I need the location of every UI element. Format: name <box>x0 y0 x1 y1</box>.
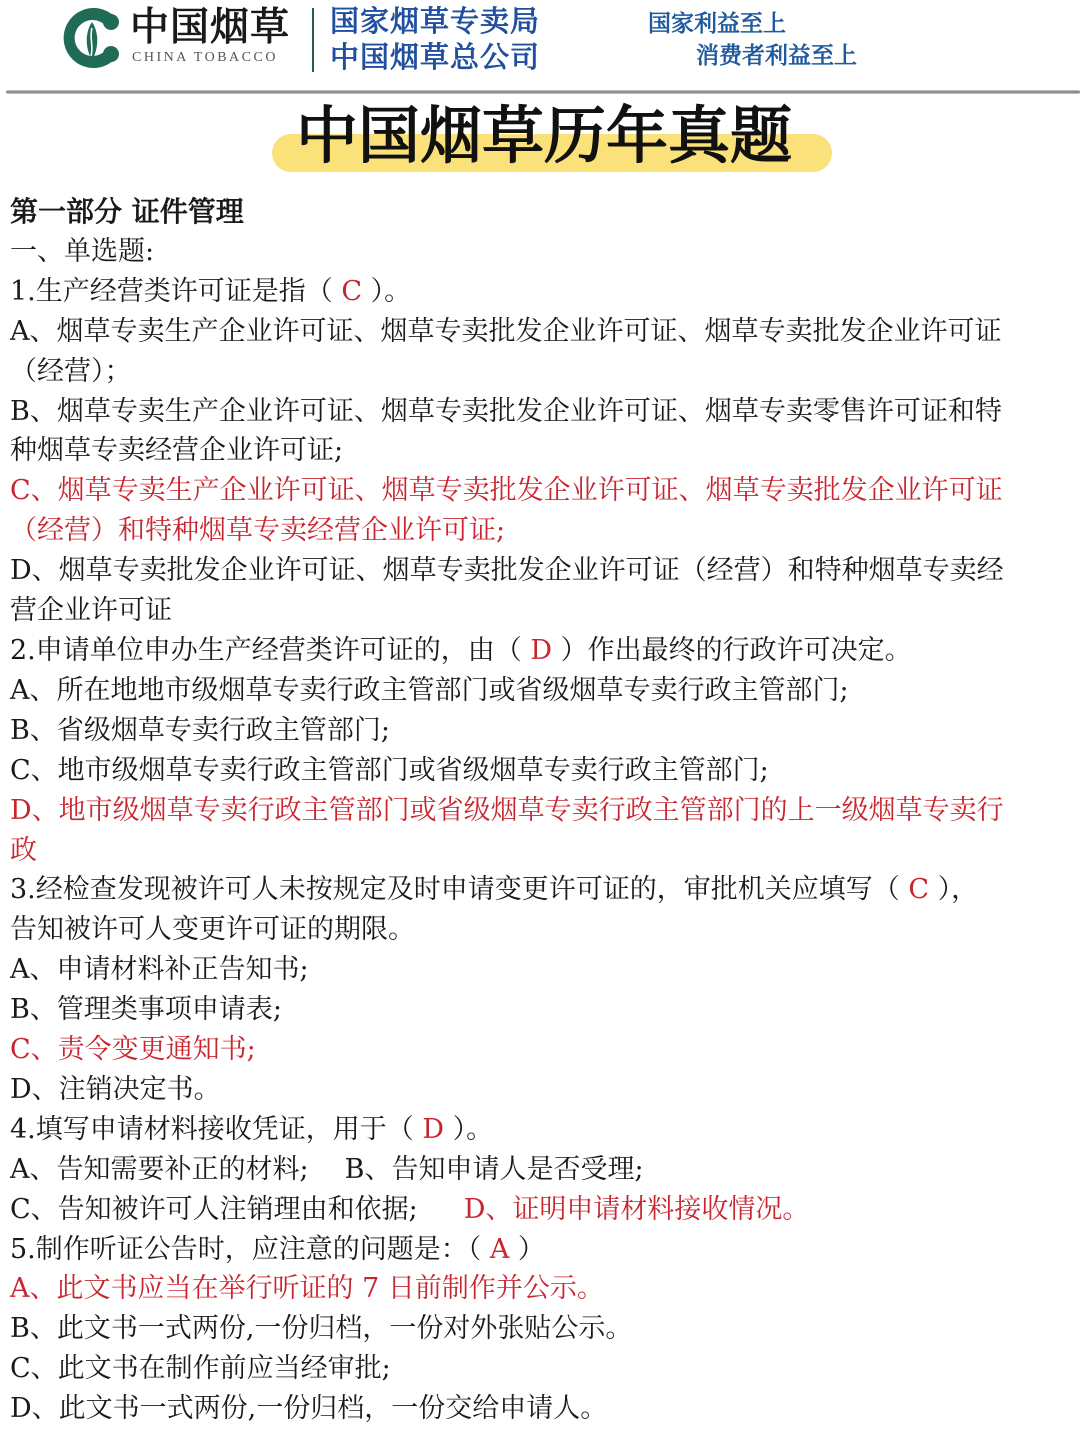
brand-name-en: CHINA TOBACCO <box>132 50 278 65</box>
option-d-correct-cont: 政 <box>10 834 37 866</box>
option-a: A、烟草专卖生产企业许可证、烟草专卖批发企业许可证、烟草专卖批发企业许可证 <box>10 315 1002 347</box>
option-d: D、烟草专卖批发企业许可证、烟草专卖批发企业许可证（经营）和特种烟草专卖经 <box>10 555 1004 587</box>
option-b: B、告知申请人是否受理; <box>344 1153 644 1185</box>
exam-content <box>10 192 1070 1429</box>
org-name-line2: 中国烟草总公司 <box>330 40 541 74</box>
motto-line1: 国家利益至上 <box>648 11 786 37</box>
option-b: B、此文书一式两份,一份归档，一份对外张贴公示。 <box>10 1313 633 1345</box>
option-c-correct-cont: （经营）和特种烟草专卖经营企业许可证; <box>10 515 506 547</box>
option-d-correct: D、证明申请材料接收情况。 <box>463 1193 810 1225</box>
option-d-cont: 营企业许可证 <box>10 595 172 627</box>
option-a-correct: A、此文书应当在举行听证的 7 日前制作并公示。 <box>10 1273 604 1305</box>
header-divider <box>312 8 314 72</box>
answer-letter: A <box>489 1233 510 1265</box>
option-c-correct: C、烟草专卖生产企业许可证、烟草专卖批发企业许可证、烟草专卖批发企业许可证 <box>10 475 1003 507</box>
motto-line2: 消费者利益至上 <box>696 43 857 69</box>
question-stem: 1.生产经营类许可证是指（ C ）。 <box>10 275 412 307</box>
option-d: D、注销决定书。 <box>10 1073 221 1105</box>
page-title: 中国烟草历年真题 <box>296 99 793 172</box>
question-stem: 3.经检查发现被许可人未按规定及时申请变更许可证的，审批机关应填写（ C ）， <box>10 874 979 906</box>
option-b: B、管理类事项申请表; <box>10 994 282 1026</box>
china-tobacco-logo-icon <box>56 4 124 72</box>
answer-letter: C <box>341 275 363 307</box>
option-d-correct: D、地市级烟草专卖行政主管部门或省级烟草专卖行政主管部门的上一级烟草专卖行 <box>10 794 1004 826</box>
question-stem: 2.申请单位申办生产经营类许可证的，由（ D ）作出最终的行政许可决定。 <box>10 634 912 666</box>
option-a: A、所在地地市级烟草专卖行政主管部门或省级烟草专卖行政主管部门; <box>10 674 849 706</box>
answer-letter: D <box>422 1113 444 1145</box>
org-name-line1: 国家烟草专卖局 <box>330 4 541 38</box>
question-stem: 5.制作听证公告时，应注意的问题是：（ A ） <box>10 1233 545 1265</box>
header-rule <box>6 90 1080 94</box>
section-subheading: 一、单选题: <box>10 235 155 267</box>
option-a: A、告知需要补正的材料; <box>10 1153 309 1185</box>
option-c-correct: C、责令变更通知书; <box>10 1034 256 1066</box>
option-c: C、地市级烟草专卖行政主管部门或省级烟草专卖行政主管部门; <box>10 754 769 786</box>
option-a: A、申请材料补正告知书; <box>10 954 309 986</box>
option-row-cd <box>10 1190 1070 1230</box>
option-b: B、省级烟草专卖行政主管部门; <box>10 714 390 746</box>
question-stem-cont: 告知被许可人变更许可证的期限。 <box>10 914 415 946</box>
option-row-ab <box>10 1150 1070 1190</box>
answer-letter: C <box>908 874 930 906</box>
option-b-cont: 种烟草专卖经营企业许可证; <box>10 435 344 467</box>
question-stem: 4.填写申请材料接收凭证，用于（ D ）。 <box>10 1113 494 1145</box>
page-header <box>0 0 1080 92</box>
answer-letter: D <box>530 634 552 666</box>
page-title-block <box>272 100 832 176</box>
option-a-cont: （经营）； <box>10 355 132 387</box>
section-heading: 第一部分 证件管理 <box>10 195 244 228</box>
option-b: B、烟草专卖生产企业许可证、烟草专卖批发企业许可证、烟草专卖零售许可证和特 <box>10 395 1002 427</box>
option-c: C、告知被许可人注销理由和依据; <box>10 1193 418 1225</box>
option-d: D、此文书一式两份,一份归档，一份交给申请人。 <box>10 1393 608 1425</box>
brand-name-cn: 中国烟草 <box>130 5 291 50</box>
option-c: C、此文书在制作前应当经审批; <box>10 1353 391 1385</box>
